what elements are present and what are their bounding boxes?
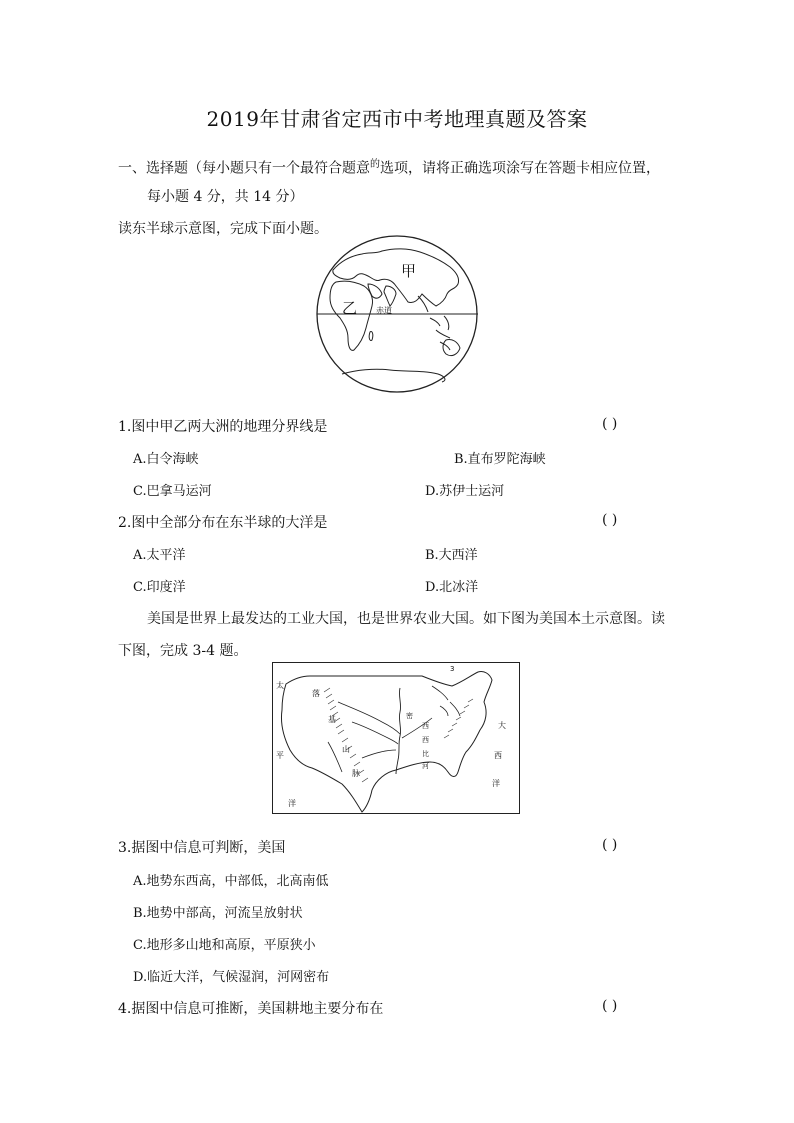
madagascar-outline: [369, 331, 373, 340]
answer-bracket-3: ( ): [602, 837, 618, 853]
answer-bracket-1: ( ): [602, 416, 618, 432]
label-river-1: 密: [406, 712, 413, 720]
q1-option-c: C.巴拿马运河: [133, 484, 212, 499]
question-1-stem: 1.图中甲乙两大洲的地理分界线是: [118, 419, 328, 435]
q2-option-a: A.太平洋: [133, 548, 186, 563]
q2-option-c: C.印度洋: [133, 580, 186, 595]
q3-option-c: C.地形多山地和高原，平原狭小: [133, 938, 316, 953]
label-rocky-3: 山: [342, 745, 350, 754]
antarctica-outline: [342, 369, 445, 382]
q1-option-a: A.白令海峡: [133, 452, 199, 467]
q1-option-d: D.苏伊士运河: [425, 484, 505, 499]
usa-intro-line2: 下图，完成 3-4 题。: [118, 643, 248, 659]
label-river-2: 西: [422, 722, 429, 730]
eastern-hemisphere-map: [310, 234, 486, 404]
india-outline: [384, 286, 396, 306]
label-atlantic-1: 大: [498, 721, 506, 730]
label-yi: 乙: [342, 299, 358, 317]
usa-intro-line1: 美国是世界上最发达的工业大国，也是世界农业大国。如下图为美国本土示意图。读: [147, 611, 665, 627]
label-rocky-4: 脉: [352, 769, 360, 778]
q3-option-b: B.地势中部高，河流呈放射状: [133, 906, 303, 921]
australia-outline: [443, 339, 460, 355]
label-equator: 赤道: [376, 306, 392, 315]
section-heading-line2: 每小题 4 分，共 14 分）: [147, 189, 304, 205]
q3-option-d: D.临近大洋，气候湿润，河网密布: [133, 970, 330, 985]
question-3-stem: 3.据图中信息可判断，美国: [118, 840, 286, 856]
label-river-3: 西: [422, 736, 429, 744]
answer-bracket-2: ( ): [602, 512, 618, 528]
q2-option-b: B.大西洋: [425, 548, 478, 563]
map-frame: [273, 663, 520, 814]
question-4-stem: 4.据图中信息可推断，美国耕地主要分布在: [118, 1001, 384, 1017]
continent-outline: [333, 249, 459, 306]
label-atlantic-2: 西: [494, 751, 502, 760]
q3-option-a: A.地势东西高，中部低，北高南低: [133, 874, 329, 889]
label-river-4: 比: [422, 750, 429, 758]
arabia-outline: [368, 284, 382, 298]
label-pacific-3: 洋: [288, 799, 296, 808]
label-jia: 甲: [401, 262, 417, 280]
intro-text: 读东半球示意图，完成下面小题。: [118, 221, 328, 237]
label-river-5: 河: [422, 762, 429, 770]
q2-option-d: D.北冰洋: [425, 580, 479, 595]
label-pacific-2: 平: [276, 751, 284, 760]
label-small-3: 3: [450, 665, 455, 673]
question-2-stem: 2.图中全部分布在东半球的大洋是: [118, 515, 328, 531]
label-rocky-2: 基: [328, 715, 336, 724]
label-rocky-1: 落: [312, 689, 320, 698]
page-title: 2019年甘肃省定西市中考地理真题及答案: [206, 107, 588, 131]
answer-bracket-4: ( ): [602, 998, 618, 1014]
label-pacific-1: 太: [276, 681, 284, 690]
section-heading: 一、选择题（每小题只有一个最符合题意$^的$选项，请将正确选项涂写在答题卡相应位置，: [118, 159, 660, 177]
label-atlantic-3: 洋: [492, 779, 500, 788]
q1-option-b: B.直布罗陀海峡: [454, 452, 546, 467]
usa-map: [272, 662, 520, 814]
